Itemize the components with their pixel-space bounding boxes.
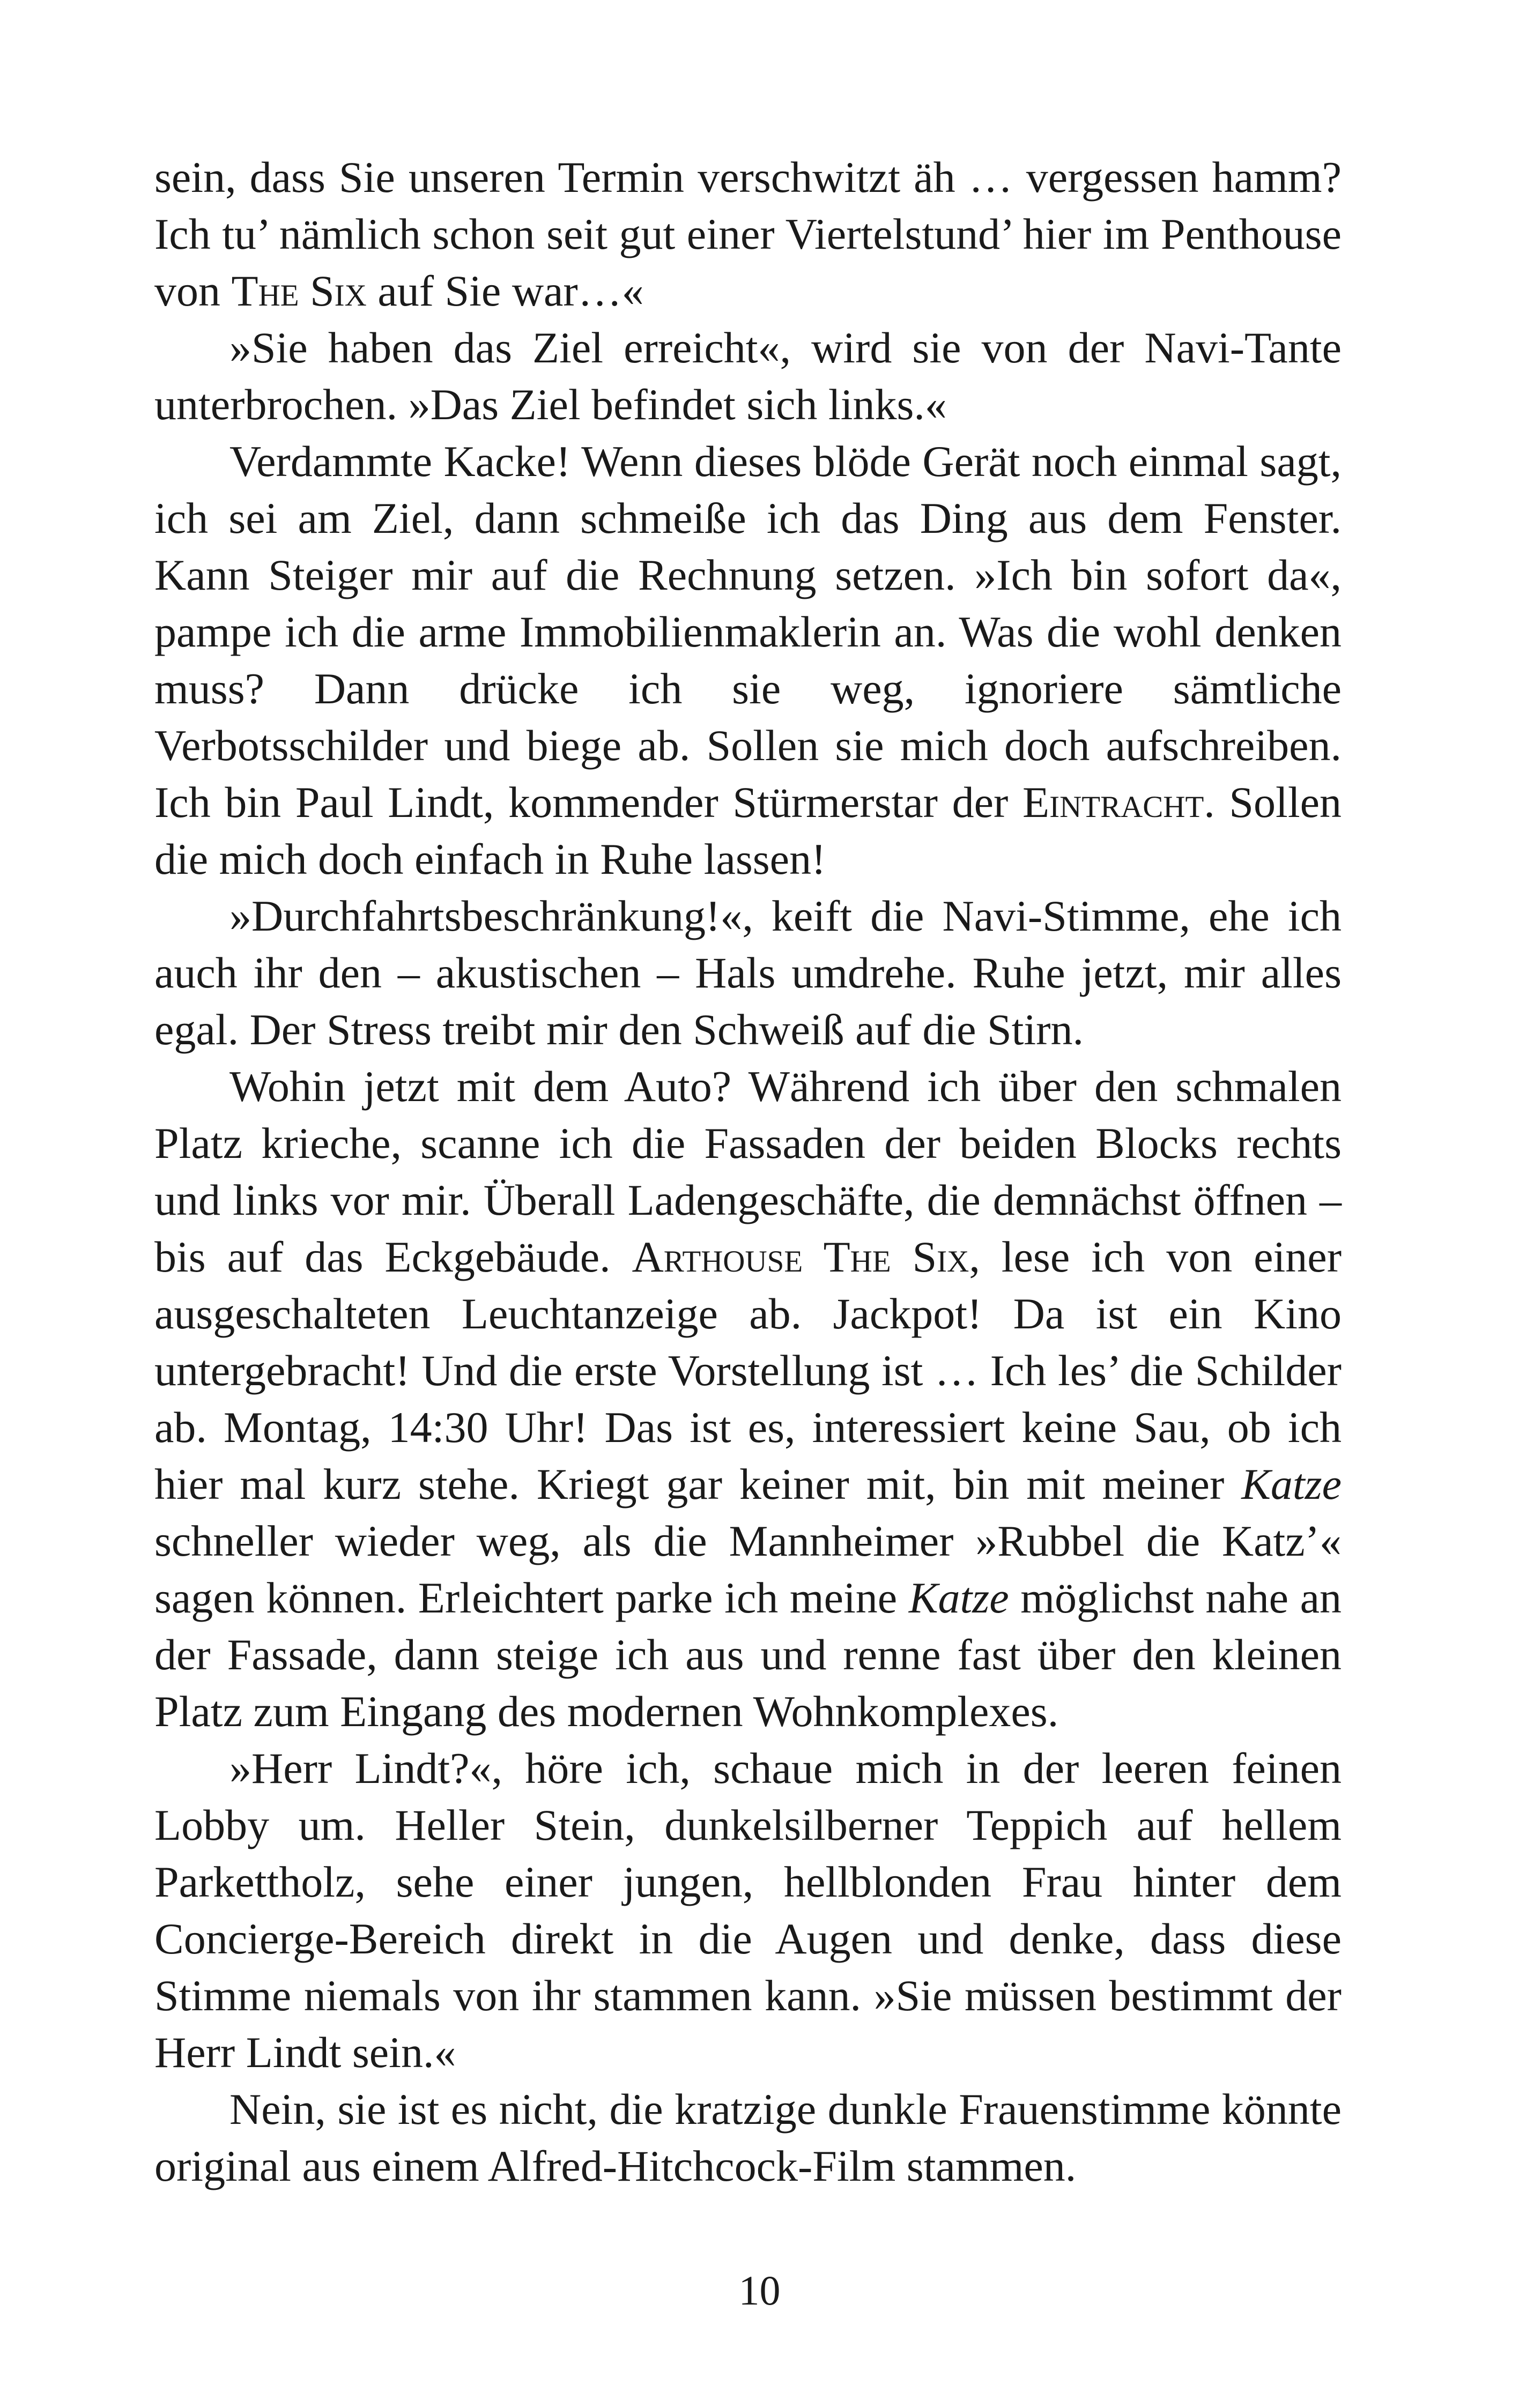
text-run: . Sollen die mich doch einfach in Ruhe lassen!	[154, 778, 1342, 883]
text-run: »Sie haben das Ziel erreicht«, wird sie von der Navi-Tante unterbrochen. »Das Ziel befindet sich links.«	[154, 323, 1342, 429]
text-run: sein, dass Sie unseren Termin verschwitzt äh … vergessen hamm? Ich tu’ nämlich schon seit gut einer Viertelstund’ hier im Penthouse von	[154, 153, 1342, 315]
paragraph	[154, 1740, 1342, 2081]
paragraph	[154, 319, 1342, 433]
text-run: Nein, sie ist es nicht, die kratzige dunkle Frauenstimme könnte original aus einem Alfred-Hitchcock-Film stammen.	[154, 2085, 1342, 2190]
paragraph	[154, 2081, 1342, 2195]
text-run: schneller wieder weg, als die Mannheimer »Rubbel die Katz’« sagen können. Erleichtert parke ich meine	[154, 1517, 1342, 1622]
text-run: auf Sie war…«	[366, 266, 644, 315]
paragraph	[154, 1058, 1342, 1740]
text-run: Verdammte Kacke! Wenn dieses blöde Gerät noch einmal sagt, ich sei am Ziel, dann schmeiße ich das Ding aus dem Fenster. Kann Steiger mir auf die Rechnung setzen. »Ich bin sofort da«, pampe ich die arme Immobilienmaklerin an. Was die wohl denken muss? Dann drücke ich sie weg, ignoriere sämtliche Verbotsschilder und biege ab. Sollen sie mich doch aufschreiben. Ich bin Paul Lindt, kommender Stürmerstar der	[154, 437, 1342, 827]
page-number: 10	[738, 2267, 781, 2314]
paragraph	[154, 433, 1342, 888]
small-caps-text: The Six	[231, 266, 367, 315]
paragraph	[154, 888, 1342, 1058]
text-run: »Durchfahrtsbeschränkung!«, keift die Navi-Stimme, ehe ich auch ihr den – akustischen – Hals umdrehe. Ruhe jetzt, mir alles egal. Der Stress treibt mir den Schweiß auf die Stirn.	[154, 891, 1342, 1054]
text-run: möglichst nahe an der Fassade, dann steige ich aus und renne fast über den kleinen Platz zum Eingang des modernen Wohnkomplexes.	[154, 1573, 1342, 1736]
text-run: , lese ich von einer ausgeschalteten Leuchtanzeige ab. Jackpot! Da ist ein Kino untergebracht! Und die erste Vorstellung ist … Ich les’ die Schilder ab. Montag, 14:30 Uhr! Das ist es, interessiert keine Sau, ob ich hier mal kurz stehe. Kriegt gar keiner mit, bin mit meiner	[154, 1232, 1342, 1508]
body-text	[154, 149, 1342, 2195]
small-caps-text: Eintracht	[1022, 778, 1204, 827]
italic-text: Katze	[908, 1573, 1009, 1622]
text-run: Wohin jetzt mit dem Auto? Während ich über den schmalen Platz krieche, scanne ich die Fassaden der beiden Blocks rechts und links vor mir. Überall Ladengeschäfte, die demnächst öffnen – bis auf das Eckgebäude.	[154, 1062, 1342, 1281]
text-run: »Herr Lindt?«, höre ich, schaue mich in der leeren feinen Lobby um. Heller Stein, dunkelsilberner Teppich auf hellem Parkettholz, sehe einer jungen, hellblonden Frau hinter dem Concierge-Bereich direkt in die Augen und denke, dass diese Stimme niemals von ihr stammen kann. »Sie müssen bestimmt der Herr Lindt sein.«	[154, 1744, 1342, 2077]
paragraph	[154, 149, 1342, 319]
small-caps-text: Arthouse The Six	[632, 1232, 969, 1281]
italic-text: Katze	[1241, 1460, 1342, 1508]
